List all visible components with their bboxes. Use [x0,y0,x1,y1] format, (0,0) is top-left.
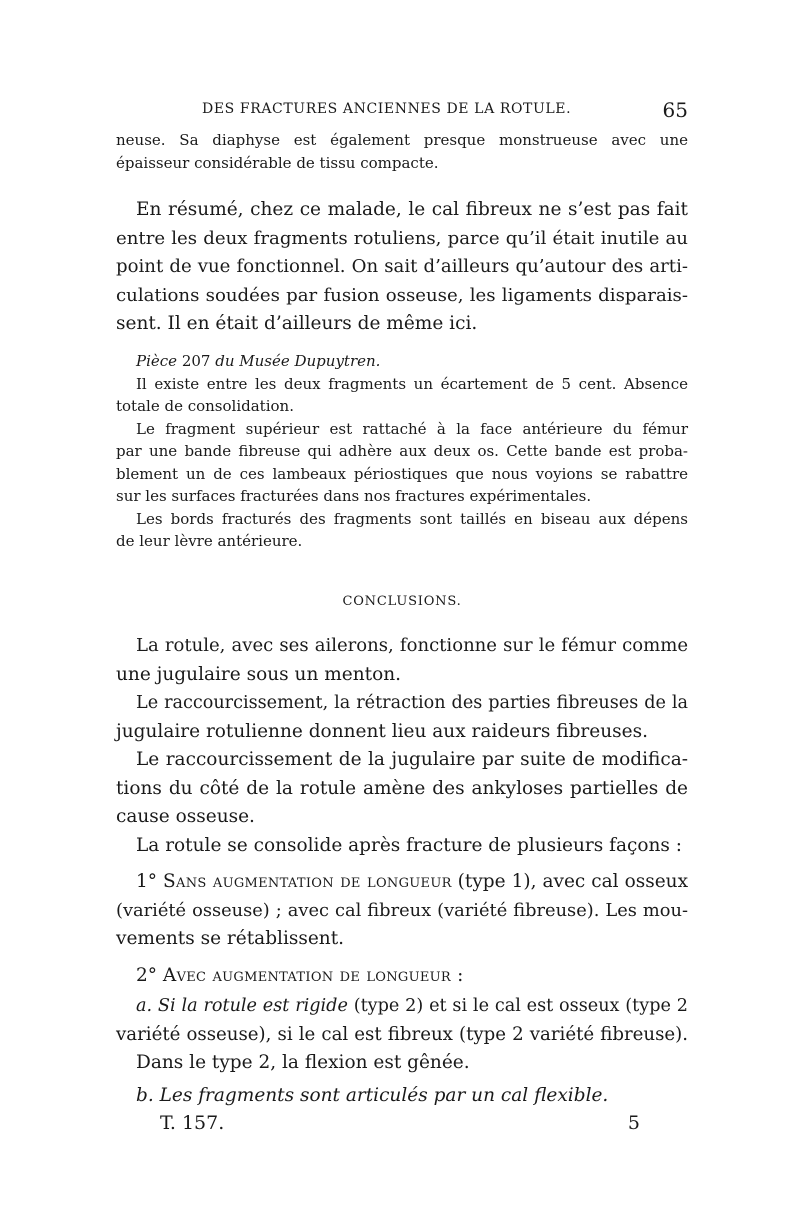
text-line: sur les surfaces fracturées dans nos fractures expérimentales. [116,487,592,505]
text-line [116,962,688,991]
text-line: Il existe entre les deux fragments un écartement de 5 cent. Absence [136,374,688,393]
specimen-caption [116,350,688,373]
text-line: sent. Il en était d’ailleurs de même ici. [116,313,478,334]
text-line: tions du côté de la rotule amène des ankyloses partielles de [116,777,688,799]
conclusion-item-2a [116,992,688,1078]
text-line: une jugulaire sous un menton. [116,663,402,685]
caption-number: 207 [177,352,216,370]
text-line: Le raccourcissement de la jugulaire par suite de modifica- [136,749,688,770]
page-footer [160,1112,640,1140]
conclusion-item-2b [116,1082,688,1111]
text-fragment: (type 1), avec cal osseux [451,871,689,892]
text-line: cause osseuse. [116,806,255,827]
item-number: 2° [136,965,163,986]
running-header [118,98,688,122]
text-line: Les bords fracturés des fragments sont taillés en biseau aux dépens [136,509,688,528]
text-line: totale de consolidation. [116,397,294,415]
text-line: La rotule se consolide après fracture de plusieurs façons : [136,834,683,856]
text-line: par une bande fibreuse qui adhère aux deux os. Cette bande est proba- [116,442,688,460]
text-line: Le raccourcissement, la rétraction des parties fibreuses de la [136,693,688,713]
caption-suffix: du Musée Dupuytren. [215,352,381,370]
text-line: variété osseuse), si le cal est fibreux (type 2 variété fibreuse). [116,1023,688,1045]
text-line: neuse. Sa diaphyse est également presque monstrueuse avec une [116,131,688,149]
text-line: entre les deux fragments rotuliens, parce qu’il était inutile au [116,227,688,249]
signature-mark: T. 157. [160,1112,225,1134]
conclusion-item-1 [116,868,688,954]
text-line: Le fragment supérieur est rattaché à la face antérieure du fémur [136,419,688,438]
section-heading: CONCLUSIONS. [342,594,462,609]
text-line: blement un de ces lambeaux périostiques que nous voyions se rabattre [116,464,688,483]
text-line: En résumé, chez ce malade, le cal fibreux ne s’est pas fait [136,199,688,220]
subitem-label: a. Si la rotule est rigide [136,996,348,1016]
text-line: point de vue fonctionnel. On sait d’ailleurs qu’autour des arti- [116,256,688,277]
text-line: Dans le type 2, la flexion est gênée. [136,1052,470,1073]
text-line [116,1082,688,1111]
conclusions-body [116,632,688,860]
text-line: épaisseur considérable de tissu compacte. [116,153,439,172]
specimen-description [116,350,688,553]
item-heading: Sans augmentation de longueur [163,871,452,892]
page-number: 65 [662,98,688,122]
conclusion-item-2 [116,962,688,991]
text-fragment: (type 2) et si le cal est osseux (type 2 [347,996,688,1016]
text-line [116,992,688,1021]
text-line [116,868,688,897]
item-heading: Avec augmentation de longueur : [162,965,464,986]
item-number: 1° [136,871,164,892]
paragraph-summary [116,196,688,339]
subitem-label: b. Les fragments sont articulés par un cal flexible. [136,1085,609,1106]
text-line: jugulaire rotulienne donnent lieu aux raideurs fibreuses. [116,720,648,742]
text-line: vements se rétablissent. [116,928,345,949]
text-line: de leur lèvre antérieure. [116,532,303,550]
text-line: La rotule, avec ses ailerons, fonctionne sur le fémur comme [136,635,688,656]
gathering-number: 5 [627,1112,640,1134]
paragraph-continuation [116,129,688,174]
text-line: (variété osseuse) ; avec cal fibreux (variété fibreuse). Les mou- [116,899,688,921]
text-line: culations soudées par fusion osseuse, les ligaments disparais- [116,284,688,306]
caption-prefix: Pièce [136,352,178,370]
running-title: DES FRACTURES ANCIENNES DE LA ROTULE. [202,101,572,117]
